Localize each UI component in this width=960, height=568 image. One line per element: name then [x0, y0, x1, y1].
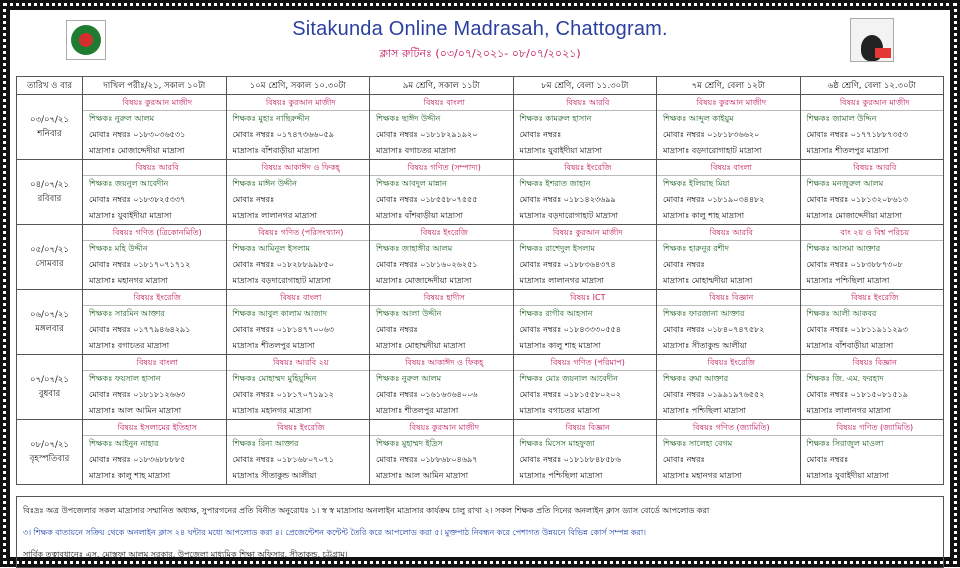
routine-sheet — [16, 14, 944, 559]
class-cell — [226, 225, 370, 290]
class-cell — [226, 355, 370, 420]
madrasa-text: মাদ্রাসাঃ বগাচতর মাদ্রাসা — [376, 146, 457, 155]
teacher-text: শিক্ষকঃ ইশরাত জাহান — [519, 179, 591, 188]
madrasa-text: মাদ্রাসাঃ মহানগর মাদ্রাসা — [89, 276, 168, 285]
subject-text: বিষয়ঃ ইংরেজি — [83, 290, 226, 306]
phone-text: মোবাঃ নম্বরঃ ০১৮১৫৫৮০২০২ — [519, 390, 621, 399]
subject-text: বিষয়ঃ বাংলা — [657, 160, 800, 176]
madrasa-text: মাদ্রাসাঃ মোজাদ্দেদীয়া মাদ্রাসা — [806, 211, 902, 220]
class-cell — [370, 225, 514, 290]
teacher-text: শিক্ষকঃ আমিনুল ইসলাম — [232, 244, 310, 253]
table-row — [17, 290, 944, 355]
class-cell — [800, 290, 944, 355]
day-text: বুধবার — [38, 389, 61, 399]
teacher-text: শিক্ষকঃ সারমিন আক্তার — [89, 309, 165, 318]
madrasa-text: মাদ্রাসাঃ কালু শাহ মাদ্রাসা — [519, 341, 601, 350]
subject-text: বিষয়ঃ আরবি — [801, 160, 944, 176]
column-header: তারিখ ও বার — [17, 77, 83, 95]
subject-text: বিষয়ঃ কুরআন মাজীদ — [370, 420, 513, 436]
teacher-text: শিক্ষকঃ সিরাজুল মাওলা — [806, 439, 884, 448]
madrasa-text: মাদ্রাসাঃ লালানগর মাদ্রাসা — [232, 211, 317, 220]
table-row — [17, 355, 944, 420]
teacher-text: শিক্ষকঃ রুমা আক্তার — [663, 374, 729, 383]
phone-text: মোবাঃ নম্বরঃ ০১৯৯১৯৭৬৫৫২ — [663, 390, 765, 399]
teacher-text: শিক্ষকঃ মনজুরুল আলম — [806, 179, 884, 188]
teacher-text: শিক্ষকঃ রিনা আক্তার — [232, 439, 299, 448]
teacher-text: শিক্ষকঃ আবুল কালাম আজাদ — [232, 309, 327, 318]
madrasa-text: মাদ্রাসাঃ বাঁশবাড়ীয়া মাদ্রাসা — [376, 211, 463, 220]
teacher-text: শিক্ষকঃ মুহাঃ নাছিরুদ্দীন — [232, 114, 310, 123]
phone-text: মোবাঃ নম্বরঃ ০১৮১১৯১১২৯৩ — [806, 325, 908, 334]
phone-text: মোবাঃ নম্বরঃ — [519, 130, 562, 139]
class-cell — [657, 290, 801, 355]
subject-text: বিষয়ঃ বাংলা — [83, 355, 226, 371]
class-cell — [226, 420, 370, 485]
notes-box — [16, 496, 944, 568]
phone-text: মোবাঃ নম্বরঃ ০১৮১৪৭৭০০৬৩ — [232, 325, 334, 334]
day-text: শনিবার — [37, 129, 62, 139]
class-cell — [513, 160, 657, 225]
day-text: বৃহস্পতিবার — [29, 454, 70, 464]
subject-text: বিষয়ঃ গণিত (জ্যামিতি) — [657, 420, 800, 436]
class-cell — [513, 355, 657, 420]
subject-text: বিষয়ঃ আরবি — [83, 160, 226, 176]
phone-text: মোবাঃ নম্বরঃ ০১৮১৩২০৮৬১৩ — [806, 195, 908, 204]
phone-text: মোবাঃ নম্বরঃ ০১৭৭১৮৮৭৩৫৩ — [806, 130, 908, 139]
phone-text: মোবাঃ নম্বরঃ ০১৮৫৫৮০৭৫৫৫ — [376, 195, 478, 204]
subject-text: বিষয়ঃ কুরআন মাজীদ — [657, 95, 800, 111]
phone-text: মোবাঃ নম্বরঃ — [663, 455, 705, 464]
date-text: ০৪/০৭/২১ — [30, 180, 69, 190]
class-cell — [370, 160, 514, 225]
teacher-text: শিক্ষকঃ কামরুল হাসান — [519, 114, 592, 123]
madrasa-text: মাদ্রাসাঃ বগাচতর মাদ্রাসা — [519, 406, 600, 415]
teacher-text: শিক্ষকঃ রাগীব আহসান — [519, 309, 593, 318]
phone-text: মোবাঃ নম্বরঃ ০১৮৩৬৮৮৮৮৫ — [89, 455, 186, 464]
phone-text: মোবাঃ নম্বরঃ ০১৭৭৯৪৬৪২৯১ — [89, 325, 191, 334]
table-row — [17, 225, 944, 290]
class-cell — [370, 420, 514, 485]
teacher-text: শিক্ষকঃ মাঈন উদ্দীন — [232, 179, 297, 188]
class-cell — [83, 160, 227, 225]
class-cell — [657, 355, 801, 420]
date-text: ০৭/০৭/২১ — [30, 375, 69, 385]
phone-text: মোবাঃ নম্বরঃ ০১৮৩০৩৬৫৩১ — [89, 130, 186, 139]
class-cell — [83, 355, 227, 420]
teacher-text: শিক্ষকঃ আলা উদ্দীন — [376, 309, 442, 318]
teacher-text: শিক্ষকঃ সালেহা বেগম — [663, 439, 733, 448]
teacher-text: শিক্ষকঃ ছাঈদ উদ্দীন — [376, 114, 441, 123]
phone-text: মোবাঃ নম্বরঃ ০১৮১৮১২৬৬৩ — [89, 390, 186, 399]
class-cell — [226, 290, 370, 355]
subject-text: বিষয়ঃ কুরআন মাজীদ — [514, 225, 657, 241]
subject-text: বিষয়ঃ আকাঈদ ও ফিকহ্ — [227, 160, 370, 176]
teacher-text: শিক্ষকঃ নুরুল আলম — [376, 374, 442, 383]
subject-text: বিষয়ঃ গণিত (সম্পাদ্য) — [370, 160, 513, 176]
date-cell — [17, 225, 83, 290]
date-text: ০৫/০৭/২১ — [30, 245, 69, 255]
phone-text: মোবাঃ নম্বরঃ ০১৮৩৮২৫৩৩৭ — [89, 195, 186, 204]
madrasa-text: মাদ্রাসাঃ মহানগর মাদ্রাসা — [663, 471, 742, 480]
madrasa-text: মাদ্রাসাঃ সীতাকুন্ড আলীয়া — [663, 341, 747, 350]
date-cell — [17, 420, 83, 485]
teacher-text: শিক্ষকঃ জয়নুল আবেদীন — [89, 179, 169, 188]
subject-text: বিষয়ঃ ইংরেজি — [657, 355, 800, 371]
class-cell — [657, 160, 801, 225]
phone-text: মোবাঃ নম্বরঃ — [376, 325, 418, 334]
teacher-text: শিক্ষকঃ মোঃ জয়নাল আবেদীন — [519, 374, 618, 383]
note-line-1: বিঃদ্রঃ অত্র উপজেলার সকল মাদ্রাসার সম্মানিত অধ্যক্ষ, সুপারগনের প্রতি বিনীত অনুরোধঃ ১। স্ব স্ব মাদ্রাসায় অনলাইন মাদ্রাসার কার্যক্রম চালু রাখা ২। সকল শিক্ষক প্রতি দিনের অনলাইন ক্লাস ড্যাস বোর্ডে আপলোড করা — [23, 506, 710, 515]
teacher-text: শিক্ষকঃ ফয়সাল হাসান — [89, 374, 161, 383]
madrasa-text: মাদ্রাসাঃ মহানগর মাদ্রাসা — [232, 406, 312, 415]
subject-text: বিষয়ঃ ইসলামের ইতিহাস — [83, 420, 226, 436]
phone-text: মোবাঃ নম্বরঃ — [232, 195, 275, 204]
madrasa-text: মাদ্রাসাঃ বাঁশবাড়ীয়া মাদ্রাসা — [232, 146, 320, 155]
table-header-row — [17, 77, 944, 95]
class-cell — [83, 225, 227, 290]
phone-text: মোবাঃ নম্বরঃ ০১৮১৭০৭১৭১২ — [89, 260, 191, 269]
phone-text: মোবাঃ নম্বরঃ ০১৮৮৩৬৪৩৭৪ — [519, 260, 616, 269]
teacher-text: শিক্ষকঃ হারুনুর রশীদ — [663, 244, 729, 253]
subject-text: বিষয়ঃ বাংলা — [227, 290, 370, 306]
phone-text: মোবাঃ নম্বরঃ ০১৮১৮২৯১৯২০ — [376, 130, 478, 139]
phone-text: মোবাঃ নম্বরঃ ০১৮১৪২৩৬৯৯ — [519, 195, 616, 204]
teacher-text: শিক্ষকঃ নুরুল আলম — [89, 114, 155, 123]
madrasa-text: মাদ্রাসাঃ সীতাকুন্ড আলীয়া — [232, 471, 317, 480]
routine-table — [16, 76, 944, 485]
class-cell — [226, 95, 370, 160]
phone-text: মোবাঃ নম্বরঃ ০১৮১৫০৮১৫১৯ — [806, 390, 908, 399]
column-header: ১০ম শ্রেণি, সকাল ১০.৩০টা — [226, 77, 370, 95]
class-cell — [370, 95, 514, 160]
class-cell — [83, 290, 227, 355]
subject-text: বিষয়ঃ আরবি — [657, 225, 800, 241]
madrasa-text: মাদ্রাসাঃ লালানগর মাদ্রাসা — [806, 406, 891, 415]
subject-text: বিষয়ঃ আরবি ২য় — [227, 355, 370, 371]
date-text: ০৮/০৭/২১ — [30, 440, 69, 450]
subject-text: বিষয়ঃ বিজ্ঞান — [657, 290, 800, 306]
subject-text: বিষয়ঃ গণিত (ত্রিকোনমিতি) — [83, 225, 226, 241]
teacher-text: শিক্ষকঃ মুহাম্মদ ইদ্রিস — [376, 439, 443, 448]
subject-text: বিষয়ঃ ইংরেজি — [801, 290, 944, 306]
madrasa-text: মাদ্রাসাঃ মোজাদ্দেদীয়া মাদ্রাসা — [89, 146, 185, 155]
subject-text: বিষয়ঃ কুরআন মাজীদ — [227, 95, 370, 111]
madrasa-text: মাদ্রাসাঃ যুবাইদীয়া মাদ্রাসা — [89, 211, 172, 220]
phone-text: মোবাঃ নম্বরঃ ০১৮৩৮৮৭৩০৮ — [806, 260, 903, 269]
madrasa-text: মাদ্রাসাঃ যুবাইদীয়া মাদ্রাসা — [806, 471, 889, 480]
class-cell — [800, 355, 944, 420]
class-cell — [226, 160, 370, 225]
madrasa-text: মাদ্রাসাঃ শীতলপুর মাদ্রাসা — [806, 146, 889, 155]
header — [16, 14, 944, 76]
madrasa-text: মাদ্রাসাঃ মোহাম্মদীয়া মাদ্রাসা — [376, 341, 466, 350]
madrasa-text: মাদ্রাসাঃ আল আমিন মাদ্রাসা — [376, 471, 469, 480]
madrasa-text: মাদ্রাসাঃ আল আমিন মাদ্রাসা — [89, 406, 182, 415]
page-title: Sitakunda Online Madrasah, Chattogram. — [292, 18, 668, 40]
madrasa-text: মাদ্রাসাঃ পশ্চিছিলা মাদ্রাসা — [663, 406, 746, 415]
teacher-text: শিক্ষকঃ মোহাম্মদ মুহিয়ুদ্দিন — [232, 374, 317, 383]
day-text: মঙ্গলবার — [35, 324, 64, 334]
phone-text: মোবাঃ নম্বরঃ ০১৮১৯০৩৪৪৮২ — [663, 195, 765, 204]
madrasa-text: মাদ্রাসাঃ লালানগর মাদ্রাসা — [519, 276, 604, 285]
table-body — [17, 95, 944, 485]
government-seal-logo — [66, 20, 106, 60]
column-header: দাখিল পরীঃ/২১, সকাল ১০টা — [83, 77, 227, 95]
madrasa-text: মাদ্রাসাঃ বাঁশবাড়ীয়া মাদ্রাসা — [806, 341, 894, 350]
class-cell — [513, 420, 657, 485]
class-cell — [657, 95, 801, 160]
table-row — [17, 160, 944, 225]
subject-text: বিষয়ঃ ইংরেজি — [227, 420, 370, 436]
teacher-text: শিক্ষকঃ জি. এম. ফরহাদ — [806, 374, 884, 383]
subject-text: বিষয়ঃ কুরআন মাজীদ — [801, 95, 944, 111]
subject-text: বিষয়ঃ গণিত (পরিসংখ্যান) — [227, 225, 370, 241]
date-text: ০৩/০৭/২১ — [30, 115, 69, 125]
phone-text: মোবাঃ নম্বরঃ ০১৮১৮৮৪৮৫৮৬ — [519, 455, 621, 464]
date-cell — [17, 355, 83, 420]
madrasa-text: মাদ্রাসাঃ কালু শাহ মাদ্রাসা — [663, 211, 745, 220]
teacher-text: শিক্ষকঃ জাহাঙ্গীর আলম — [376, 244, 453, 253]
class-cell — [83, 95, 227, 160]
teacher-text: শিক্ষকঃ মহি উদ্দীন — [89, 244, 148, 253]
teacher-text: শিক্ষকঃ আসমা আক্তার — [806, 244, 881, 253]
madrasa-text: মাদ্রাসাঃ পশ্চিছিলা মাদ্রাসা — [519, 471, 603, 480]
table-row — [17, 420, 944, 485]
madrasa-text: মাদ্রাসাঃ পশ্চিছিলা মাদ্রাসা — [806, 276, 890, 285]
phone-text: মোবাঃ নম্বরঃ ০১৮৪৩৩৩০৫৫৪ — [519, 325, 621, 334]
class-cell — [513, 225, 657, 290]
teacher-text: শিক্ষকঃ আলী আকবর — [806, 309, 877, 318]
teacher-text: শিক্ষকঃ রাশেদুল ইসলাম — [519, 244, 595, 253]
madrasa-text: মাদ্রাসাঃ বড়দারোগাহাট মাদ্রাসা — [663, 146, 762, 155]
teacher-text: শিক্ষকঃ মিসেস মাহফুজা — [519, 439, 595, 448]
date-cell — [17, 290, 83, 355]
teacher-text: শিক্ষকঃ আইনুন নাহার — [89, 439, 159, 448]
subject-text: বিষয়ঃ হাদীস — [370, 290, 513, 306]
subject-text: বিষয়ঃ বিজ্ঞান — [801, 355, 944, 371]
subject-text: বিষয়ঃ ইংরেজি — [514, 160, 657, 176]
teacher-text: শিক্ষকঃ আবদুল মান্নান — [376, 179, 447, 188]
phone-text: মোবাঃ নম্বরঃ ০১৮১৬৮০৭০৭১ — [232, 455, 334, 464]
day-text: রবিবার — [37, 194, 62, 204]
subject-text: বিষয়ঃ আকাঈদ ও ফিকহ্ — [370, 355, 513, 371]
note-line-3: সার্বিক তত্বাবধানেঃ এস. মোস্তফা আলম সরকার, উপজেলা মাধ্যমিক শিক্ষা অফিসার, সীতাকুন্ড, চট্টগ্রাম। — [23, 550, 348, 559]
subject-text: বিষয়ঃ বিজ্ঞান — [514, 420, 657, 436]
teacher-text: শিক্ষকঃ জামাল উদ্দিন — [806, 114, 877, 123]
subject-text: বিষয়ঃ গণিত (জ্যামিতি) — [801, 420, 944, 436]
class-cell — [513, 290, 657, 355]
date-cell — [17, 160, 83, 225]
class-cell — [657, 225, 801, 290]
class-cell — [800, 160, 944, 225]
subject-text: বিষয়ঃ বাংলা — [370, 95, 513, 111]
subject-text: বিষয়ঃ ইংরেজি — [370, 225, 513, 241]
madrasa-text: মাদ্রাসাঃ বড়দারোগাহাট মাদ্রাসা — [232, 276, 331, 285]
table-row — [17, 95, 944, 160]
column-header: ৮ম শ্রেণি, বেলা ১১.৩০টা — [513, 77, 657, 95]
madrasa-text: মাদ্রাসাঃ শীতলপুর মাদ্রাসা — [376, 406, 459, 415]
subject-text: বিষয়ঃ গণিত (পরিমাপ) — [514, 355, 657, 371]
class-cell — [370, 290, 514, 355]
date-cell — [17, 95, 83, 160]
phone-text: মোবাঃ নম্বরঃ — [663, 260, 705, 269]
phone-text: মোবাঃ নম্বরঃ ০১৮১৬০২৬২৫১ — [376, 260, 478, 269]
madrasa-text: মাদ্রাসাঃ কালু শাহ মাদ্রাসা — [89, 471, 171, 480]
phone-text: মোবাঃ নম্বরঃ — [806, 455, 849, 464]
class-cell — [83, 420, 227, 485]
phone-text: মোবাঃ নম্বরঃ ০১৮১৮৩৬৬২০ — [663, 130, 760, 139]
class-cell — [657, 420, 801, 485]
portrait-logo — [850, 18, 894, 62]
teacher-text: শিক্ষকঃ ফারজানা আক্তার — [663, 309, 745, 318]
madrasa-text: মাদ্রাসাঃ বড়দারোগাহাট মাদ্রাসা — [519, 211, 618, 220]
class-cell — [800, 420, 944, 485]
phone-text: মোবাঃ নম্বরঃ ০১৮১৭০৭১৯১২ — [232, 390, 334, 399]
column-header: ৭ম শ্রেণি, বেলা ১২টা — [657, 77, 801, 95]
class-cell — [800, 225, 944, 290]
column-header: ৬ষ্ঠ শ্রেণি, বেলা ১২.৩০টা — [800, 77, 944, 95]
class-cell — [513, 95, 657, 160]
madrasa-text: মাদ্রাসাঃ শীতলপুর মাদ্রাসা — [232, 341, 315, 350]
subject-text: বিষয়ঃ ICT — [514, 290, 657, 306]
subject-text: বিষয়ঃ আরবি — [514, 95, 657, 111]
note-line-2: ৩। শিক্ষক বাতায়নে সক্রিয় থেকে অনলাইন ক্লাস ২৪ ঘন্টার মধ্যে আপলোড করা ৪। প্রেজেন্টেশন কন্টেন্ট তৈরি করে আপলোড করা ৫। মুক্তপাঠ নিবন্ধন করে পেশাগত উন্নয়নে বিভিন্ন কোর্স সম্পন্ন করা। — [23, 528, 647, 537]
madrasa-text: মাদ্রাসাঃ বগাচতর মাদ্রাসা — [89, 341, 170, 350]
class-cell — [370, 355, 514, 420]
date-text: ০৬/০৭/২১ — [30, 310, 69, 320]
phone-text: মোবাঃ নম্বরঃ ০১৮২৮৮৯৯৮৫০ — [232, 260, 334, 269]
phone-text: মোবাঃ নম্বরঃ ০১৮৪০৭৪৭৫৮২ — [663, 325, 765, 334]
subject-text: বাং ২য় ও বিশ্ব পরিচয় — [801, 225, 944, 241]
day-text: সোমবার — [35, 259, 64, 269]
page-subtitle: ক্লাস রুটিনঃ (০৩/০৭/২০২১- ০৮/০৭/২০২১) — [379, 47, 581, 60]
phone-text: মোবাঃ নম্বরঃ ০১৭৪৭৩৬৬০৫৯ — [232, 130, 334, 139]
column-header: ৯ম শ্রেণি, সকাল ১১টা — [370, 77, 514, 95]
madrasa-text: মাদ্রাসাঃ মোহাম্মদীয়া মাদ্রাসা — [663, 276, 753, 285]
phone-text: মোবাঃ নম্বরঃ ০১৮৮৬৮০৪৬৯৭ — [376, 455, 478, 464]
class-cell — [800, 95, 944, 160]
madrasa-text: মাদ্রাসাঃ মোজাদ্দেদীয়া মাদ্রাসা — [376, 276, 472, 285]
madrasa-text: মাদ্রাসাঃ যুবাইদীয়া মাদ্রাসা — [519, 146, 602, 155]
subject-text: বিষয়ঃ কুরআন মাজীদ — [83, 95, 226, 111]
teacher-text: শিক্ষকঃ ইলিয়াছ মিয়া — [663, 179, 730, 188]
teacher-text: শিক্ষকঃ আব্দুল কাইয়ুম — [663, 114, 734, 123]
phone-text: মোবাঃ নম্বরঃ ০১৬১৬৩৬৪০০৬ — [376, 390, 478, 399]
